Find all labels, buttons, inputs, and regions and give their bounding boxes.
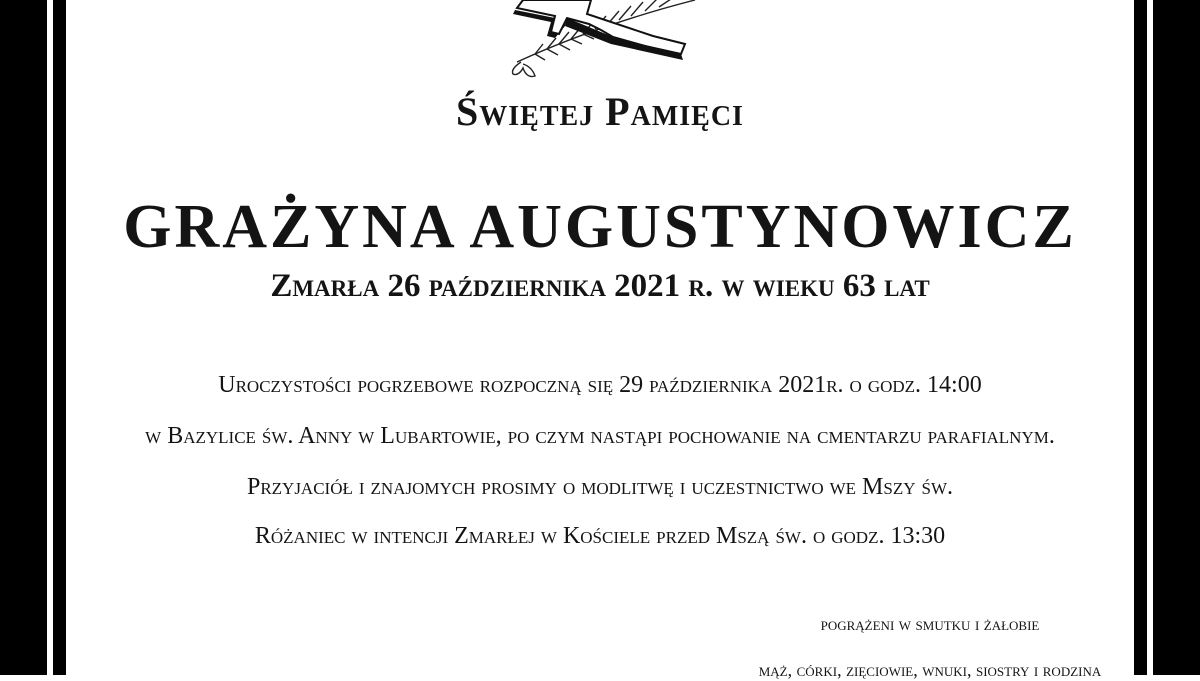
mourners-line: mąż, córki, zięciowie, wnuki, siostry i rodzina: [758, 660, 1102, 680]
cross-with-palm-emblem: [495, 0, 705, 86]
ceremony-line: Przyjaciół i znajomych prosimy o modlitwę i uczestnictwo we Mszy św.: [246, 474, 954, 500]
cross-icon: [513, 0, 685, 60]
ceremony-line: Różaniec w intencji Zmarłej w Kościele przed Mszą św. o godz. 13:30: [254, 523, 946, 549]
ceremony-line: w Bazylice św. Anny w Lubartowie, po czym nastąpi pochowanie na cmentarzu parafialnym.: [145, 423, 1055, 449]
heading-in-memory: Świętej Pamięci: [456, 89, 744, 134]
deceased-name: GRAŻYNA AUGUSTYNOWICZ: [123, 193, 1077, 261]
black-border-left: [0, 0, 66, 675]
death-date-line: Zmarła 26 października 2021 r. w wieku 63 lat: [270, 268, 930, 304]
mourners-line: pogrążeni w smutku i żałobie: [820, 614, 1040, 634]
black-border-right: [1134, 0, 1200, 675]
ceremony-line: Uroczystości pogrzebowe rozpoczną się 29 października 2021r. o godz. 14:00: [218, 372, 982, 398]
